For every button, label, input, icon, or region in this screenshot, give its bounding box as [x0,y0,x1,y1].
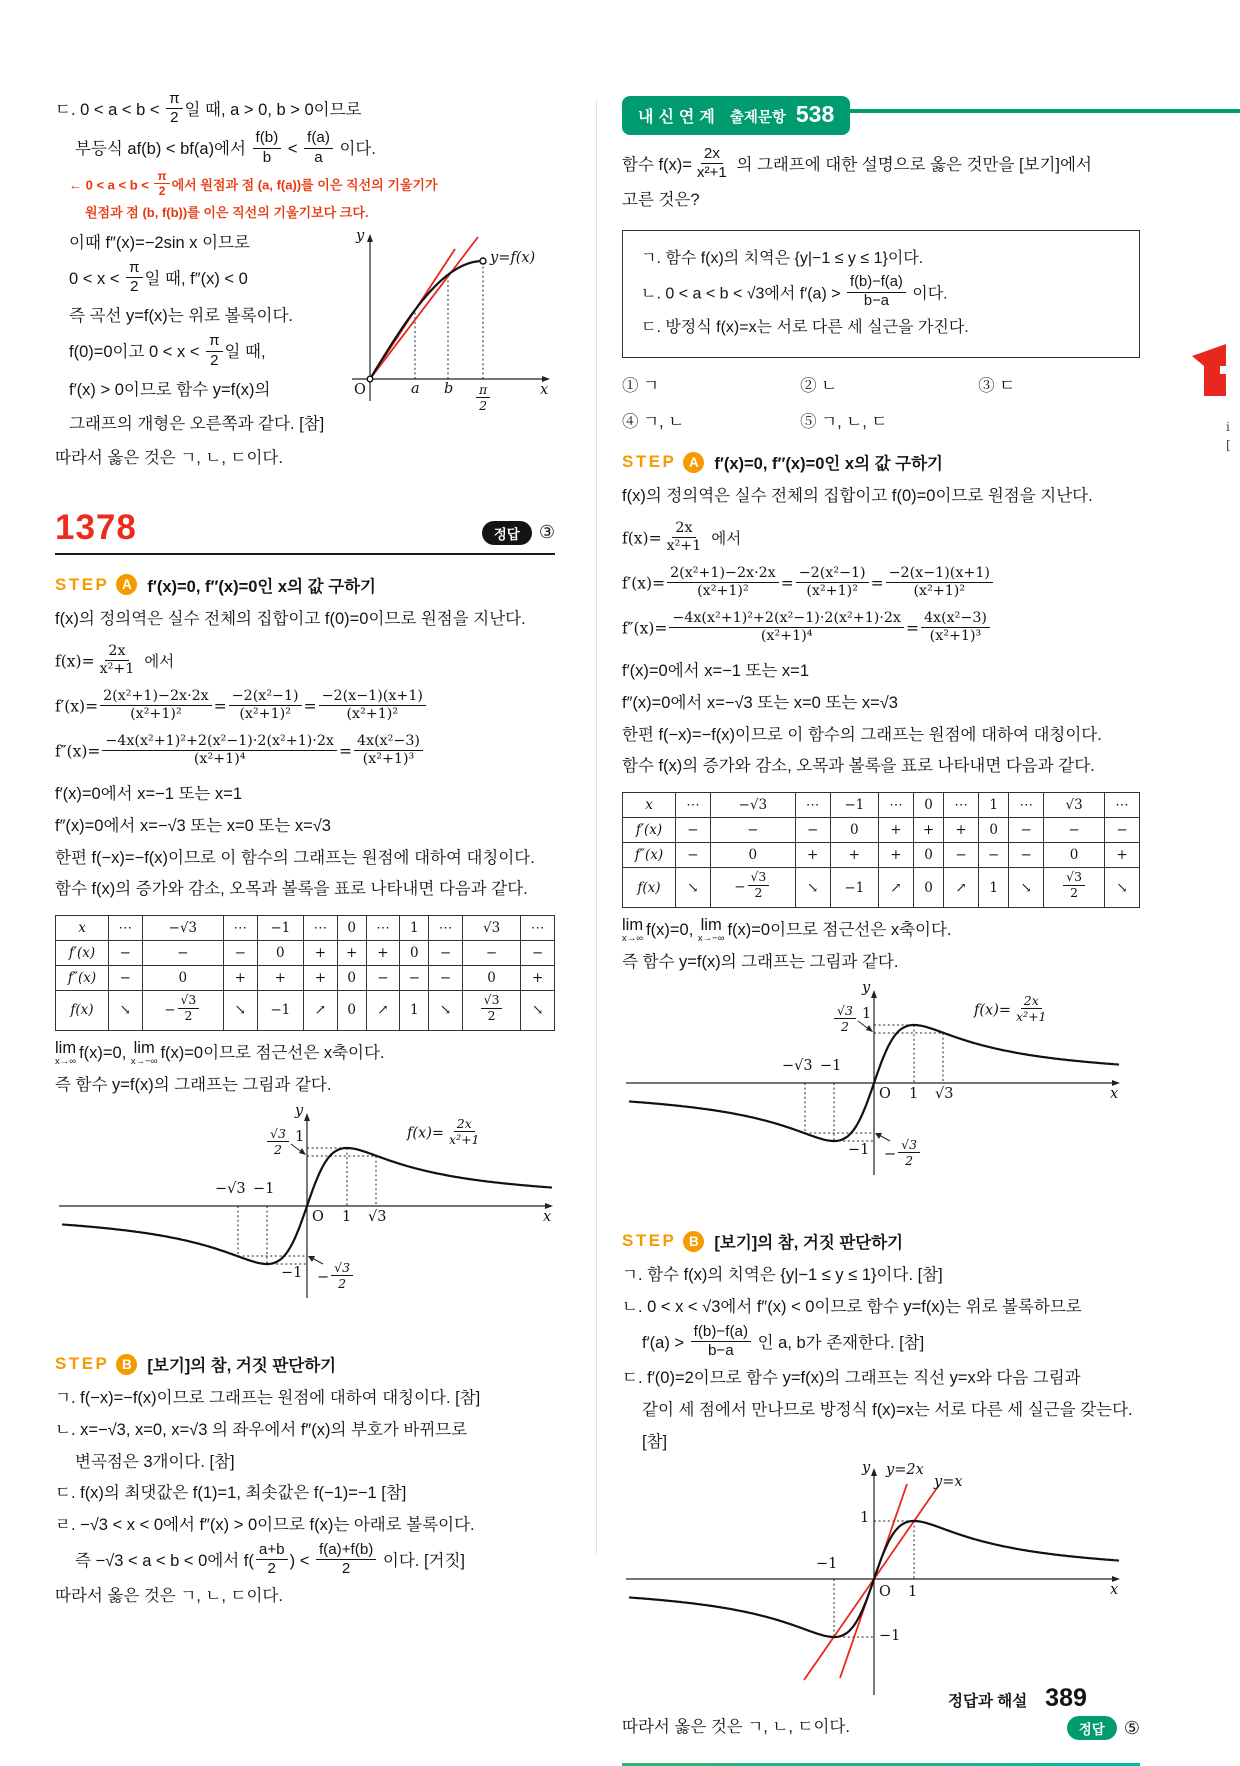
curve-label: y=f(x) [490,249,536,266]
fx-definition: f(x)= $\frac{2x}{\text{x²+1}}$ 에서 [55,642,175,677]
table-cell: ⋯ [1105,793,1140,818]
table-cell: − [521,941,555,966]
table-row [56,991,555,1031]
step-b-item-d1: ㄷ. f′(0)=2이므로 함수 y=f(x)의 그래프는 직선 y=x와 다음 그림과 [622,1369,1081,1388]
step-b-item-n2: f′(a) > $\frac{f(b)-f(a)}{b-a}$ 인 a, b가 존재한다. [참] [642,1322,925,1359]
table-row-header: x [623,793,676,818]
tick-neg-sqrt3: −√3 [782,1058,813,1075]
axis-label-y: y [356,227,365,244]
axis-label-x: x [1110,1086,1119,1103]
item-d-body4: f(0)=0이고 0 < x < $\frac{\pi}{2}$ 일 때, [69,332,266,369]
answer-badge: 정답 [1067,1716,1117,1740]
table-cell: −√3 [142,916,224,941]
table-cell: + [913,818,943,843]
choice-list [622,372,1140,432]
odd-symmetry-line: 한편 f(−x)=−f(x)이므로 이 함수의 그래프는 원점에 대하여 대칭이다. [55,848,535,867]
table-cell: ↘ [1105,868,1140,908]
odd-symmetry-line: 한편 f(−x)=−f(x)이므로 이 함수의 그래프는 원점에 대하여 대칭이다. [622,725,1102,744]
table-cell: − [1009,843,1044,868]
function-graph-left [55,1103,560,1334]
level-neg-one: −1 [281,1265,303,1282]
first-derivative: f′(x)= $\frac{\text{2(x²+1)−2x·2x}}{\text{(x²+1)²}}$ = $\frac{\text{−2(x²−1)}}{\text{(x²+1)²}}$ = $\frac{-2(x-1)(x+1)}{\text{(x²+1)²}}$ [622,567,1140,602]
answer-badge: 정답 [482,521,532,545]
item-d-line2: 부등식 af(b) < bf(a)에서 $\frac{f(b)}{b}$ < $\frac{f(a)}{a}$ 이다. [75,129,376,166]
table-cell: ↘ [795,868,830,908]
level-neg-one: −1 [848,1142,870,1159]
step-b-badge-icon: B [683,1231,704,1252]
table-cell: − [224,941,258,966]
table-row-header: f″(x) [623,843,676,868]
table-cell: − [400,966,429,991]
column-divider [596,100,597,1555]
level-label-one: 1 [295,1129,305,1146]
step-b-item-r2: 즉 −√3 < a < b < 0에서 f( $\frac{a+b}{2}$ ) < $\frac{f(a)+f(b)}{2}$ 이다. [거짓] [75,1540,466,1577]
step-b-item-g: ㄱ. f(−x)=−f(x)이므로 그래프는 원점에 대하여 대칭이다. [참] [55,1389,481,1408]
table-cell: − [429,941,463,966]
table-cell: 0 [400,941,429,966]
table-row [623,843,1140,868]
table-cell: ⋯ [366,916,400,941]
item-d-body1: 이때 f″(x)=−2sin x 이므로 [69,233,250,252]
table-cell: + [366,941,400,966]
edge-mark-1: i [1226,420,1230,434]
step-b-header-left [55,1352,555,1376]
tick-neg-one: −1 [820,1058,842,1075]
table-cell: − [944,843,979,868]
badge-number: 538 [795,101,835,127]
choice-3: ③ ㄷ [978,377,1016,396]
table-cell: − [429,966,463,991]
table-cell: − [1009,818,1044,843]
table-cell: + [879,843,914,868]
table-cell: ⋯ [521,916,555,941]
table-cell: −1 [830,868,878,908]
second-derivative: f″(x)= $\frac{\text{−4x(x²+1)²+2(x²−1)·2(x²+1)·2x}}{\text{(x²+1)⁴}}$ = $\frac{\text{4x(x²−3)}}{\text{(x²+1)³}}$ [622,612,1140,647]
table-cell: ↘ [521,991,555,1031]
table-cell: √3 [1044,793,1105,818]
tick-neg-sqrt3: −√3 [215,1181,246,1198]
axis-label-x: x [540,381,549,398]
table-cell: ↗ [944,868,979,908]
tick-neg-one: −1 [816,1556,838,1573]
table-row-header: x [56,916,109,941]
fp-roots: f′(x)=0에서 x=−1 또는 x=1 [55,785,242,804]
choice-5: ⑤ ㄱ, ㄴ, ㄷ [800,413,888,432]
table-row-header: f(x) [56,991,109,1031]
item-d-body [55,225,350,443]
table-cell: + [337,941,366,966]
level-label-sqrt3-over-2: $\frac{√3}{2}$ [832,1005,858,1036]
step-b-conclusion: 따라서 옳은 것은 ㄱ, ㄴ, ㄷ이다. [55,1587,283,1606]
step-b-item-d: ㄷ. f(x)의 최댓값은 f(1)=1, 최솟값은 f(−1)=−1 [참] [55,1484,407,1503]
left-column [55,90,555,1614]
table-cell: 1 [400,916,429,941]
item-d-note2: 원점과 점 (b, f(b))를 이은 직선의 기울기보다 크다. [85,204,369,220]
graph-intro: 즉 함수 y=f(x)의 그래프는 그림과 같다. [55,1075,332,1094]
table-row-header: f′(x) [56,941,109,966]
table-cell: √3 [462,916,521,941]
table-cell: 0 [337,966,366,991]
concave-curve-figure [350,227,555,413]
section-end-rule [622,1763,1140,1766]
first-derivative: f′(x)= $\frac{\text{2(x²+1)−2x·2x}}{\text{(x²+1)²}}$ = $\frac{\text{−2(x²−1)}}{\text{(x²+1)²}}$ = $\frac{-2(x-1)(x+1)}{\text{(x²+1)²}}$ [55,690,555,725]
fpp-roots: f″(x)=0에서 x=−√3 또는 x=0 또는 x=√3 [622,694,898,713]
step-a-title: f′(x)=0, f″(x)=0인 x의 값 구하기 [147,577,376,596]
domain-line: f(x)의 정의역은 실수 전체의 집합이고 f(0)=0이므로 원점을 지난다. [622,487,1093,506]
table-cell: + [304,941,338,966]
axis-label-x: x [543,1209,552,1226]
table-cell: −1 [830,793,878,818]
choice-2: ② ㄴ [800,377,838,396]
table-cell: 0 [1044,843,1105,868]
table-cell: 0 [462,966,521,991]
table-cell: − $\frac{√3}{2}$ [710,868,795,908]
step-a-badge-icon: A [683,452,704,473]
table-cell: ⋯ [676,793,711,818]
tick-neg-one: −1 [253,1181,275,1198]
table-intro: 함수 f(x)의 증가와 감소, 오목과 볼록을 표로 나타내면 다음과 같다. [55,880,528,899]
edge-mark-2: [ [1226,438,1231,452]
choice-4: ④ ㄱ, ㄴ [622,413,685,432]
level-neg-sqrt3-over-2: − $\frac{√3}{2}$ [884,1139,922,1170]
intersection-graph [622,1461,1127,1703]
item-d-body6: 그래프의 개형은 오른쪽과 같다. [참] [69,415,325,434]
axis-label-y: y [862,1460,871,1477]
table-cell: − [142,941,224,966]
table-row [56,916,555,941]
table-cell: 1 [400,991,429,1031]
table-cell: ↘ [676,868,711,908]
curve-equation-label: f(x)= $\frac{2x}{\text{x²+1}}$ [407,1116,480,1148]
table-cell: − [676,818,711,843]
table-cell: 0 [710,843,795,868]
answer-value: ③ [538,522,555,543]
choice-1: ① ㄱ [622,377,660,396]
step-b-conclusion: 따라서 옳은 것은 ㄱ, ㄴ, ㄷ이다. [622,1718,850,1737]
step-label: STEP [622,1231,677,1251]
step-b-header-right [622,1229,1140,1253]
tick-one: 1 [342,1209,352,1226]
level-label-sqrt3-over-2: $\frac{√3}{2}$ [265,1128,291,1159]
table-row-header: f′(x) [623,818,676,843]
tick-one: 1 [908,1584,918,1601]
limit-line: lim x→∞ f(x)=0, lim x→−∞ f(x)=0이므로 점근선은 x축이다. [622,915,952,945]
table-cell: 1 [979,793,1009,818]
table-cell: − [109,941,143,966]
step-a-badge-icon: A [116,574,137,595]
table-row-header: f″(x) [56,966,109,991]
table-cell: ↗ [304,991,338,1031]
origin-label: O [354,381,366,398]
table-cell: − [1105,818,1140,843]
table-cell: ↗ [366,991,400,1031]
table-cell: + [830,843,878,868]
table-cell: 0 [913,843,943,868]
table-row [56,966,555,991]
axis-label-y: y [862,980,871,997]
item-d-body5: f′(x) > 0이므로 함수 y=f(x)의 [69,380,271,399]
intersection-graph-svg [622,1461,1127,1703]
table-cell: + [944,818,979,843]
table-cell: − [366,966,400,991]
origin-label: O [879,1584,891,1601]
table-cell: ↗ [879,868,914,908]
table-cell: ↘ [109,991,143,1031]
table-cell: ⋯ [879,793,914,818]
step-a-header-left [55,573,555,597]
origin-label: O [312,1209,324,1226]
table-cell: 0 [913,793,943,818]
step-b-badge-icon: B [116,1354,137,1375]
answer-line [1067,1716,1140,1740]
origin-label: O [879,1086,891,1103]
graph-intro: 즉 함수 y=f(x)의 그래프는 그림과 같다. [622,952,899,971]
table-row-header: f(x) [623,868,676,908]
table-cell: ⋯ [429,916,463,941]
table-cell: 0 [337,991,366,1031]
page-footer [948,1684,1087,1713]
table-row [623,793,1140,818]
axis-label-y: y [295,1103,304,1120]
level-neg-sqrt3-over-2: − $\frac{√3}{2}$ [317,1262,355,1293]
tick-sqrt3: √3 [935,1086,954,1103]
item-d-body3: 즉 곡선 y=f(x)는 위로 볼록이다. [69,307,294,326]
table-cell: + [257,966,304,991]
table-cell: − $\frac{√3}{2}$ [142,991,224,1031]
axis-label-x: x [1110,1582,1119,1599]
footer-page-number: 389 [1045,1684,1087,1712]
level-label-one: 1 [862,1006,872,1023]
step-b-item-d2: 같이 세 점에서 만나므로 방정식 f(x)=x는 서로 다른 세 실근을 갖는다. [642,1400,1133,1419]
table-cell: 1 [979,868,1009,908]
table-cell: − [676,843,711,868]
table-cell: −1 [257,991,304,1031]
boki-box [622,230,1140,358]
table-cell: − [1044,818,1105,843]
item-d-note1: ← 0 < a < b < $\frac{\pi}{2}$ 에서 원점과 점 (a, f(a))를 이은 직선의 기울기가 [69,168,438,199]
function-graph-right [622,980,1127,1211]
table-cell: 0 [979,818,1009,843]
fx-definition: f(x)= $\frac{2x}{\text{x²+1}}$ 에서 [622,519,742,554]
right-conclusion-row [622,1711,1140,1745]
sign-table-left [55,915,555,1031]
table-cell: 0 [337,916,366,941]
footer-label: 정답과 해설 [948,1693,1028,1710]
table-cell: ⋯ [304,916,338,941]
table-cell: ⋯ [1009,793,1044,818]
problem-1378-header [55,507,555,555]
table-row [56,941,555,966]
tick-sqrt3: √3 [368,1209,387,1226]
table-cell: + [304,966,338,991]
level-neg-one: −1 [879,1628,901,1645]
table-cell: − [462,941,521,966]
step-label: STEP [55,574,110,594]
limit-line: lim x→∞ f(x)=0, lim x→−∞ f(x)=0이므로 점근선은 x축이다. [55,1038,385,1068]
page-edge-ribbon [1192,344,1232,405]
sign-table-right [622,792,1140,908]
problem-statement-1: 함수 f(x)= $\frac{2x}{\text{x²+1}}$ 의 그래프에 대한 설명으로 옳은 것만을 [보기]에서 [622,145,1092,182]
fpp-roots: f″(x)=0에서 x=−√3 또는 x=0 또는 x=√3 [55,816,331,835]
fp-roots: f′(x)=0에서 x=−1 또는 x=1 [622,662,809,681]
step-a-header-right [622,450,1140,474]
table-cell: −1 [257,916,304,941]
item-d-line1: ㄷ. 0 < a < b < $\frac{\pi}{2}$ 일 때, a > 0, b > 0이므로 [55,90,362,127]
table-cell: ⋯ [795,793,830,818]
answer-line [482,521,555,545]
tick-label-a: a [411,380,420,397]
table-cell: − [795,818,830,843]
step-b-item-n2: 변곡점은 3개이다. [참] [75,1452,235,1471]
boki-item-g: ㄱ. 함수 f(x)의 치역은 {y|−1 ≤ y ≤ 1}이다. [641,250,924,268]
table-cell: $\frac{√3}{2}$ [462,991,521,1031]
second-derivative: f″(x)= $\frac{\text{−4x(x²+1)²+2(x²−1)·2(x²+1)·2x}}{\text{(x²+1)⁴}}$ = $\frac{\text{4x(x²−3)}}{\text{(x²+1)³}}$ [55,735,555,770]
boki-item-d: ㄷ. 방정식 f(x)=x는 서로 다른 세 실근을 가진다. [641,319,969,337]
badge-category: 내신연계 [638,109,720,126]
ribbon-icon [1192,344,1232,400]
answer-value: ⑤ [1123,1717,1140,1738]
step-b-item-d3: [참] [642,1432,668,1451]
step-a-title: f′(x)=0, f″(x)=0인 x의 값 구하기 [714,455,943,474]
table-cell: ⋯ [944,793,979,818]
line-label-y-equals-2x: y=2x [886,1462,924,1479]
table-cell: ⋯ [109,916,143,941]
table-cell: ⋯ [224,916,258,941]
table-cell: 0 [257,941,304,966]
table-cell: + [521,966,555,991]
problem-statement-2: 고른 것은? [622,191,700,210]
tick-label-pi-over-2: $\frac{\pi}{2}$ [474,384,492,415]
table-intro: 함수 f(x)의 증가와 감소, 오목과 볼록을 표로 나타내면 다음과 같다. [622,757,1095,776]
table-cell: −√3 [710,793,795,818]
boki-item-n: ㄴ. 0 < a < b < √3에서 f′(a) > $\frac{f(b)-f(a)}{b-a}$ 이다. [641,273,948,309]
table-cell: − [710,818,795,843]
table-cell: 0 [142,966,224,991]
table-cell: $\frac{√3}{2}$ [1044,868,1105,908]
step-b-item-n1: ㄴ. 0 < x < √3에서 f″(x) < 0이므로 함수 y=f(x)는 위로 볼록하므로 [622,1298,1082,1316]
item-d-body-row [55,225,555,443]
page-edge-marks [1226,418,1231,454]
table-cell: ↘ [1009,868,1044,908]
step-label: STEP [55,1354,110,1374]
problem-number: 1378 [55,507,137,547]
step-b-item-g: ㄱ. 함수 f(x)의 치역은 {y|−1 ≤ y ≤ 1}이다. [참] [622,1266,943,1285]
table-cell: 0 [830,818,878,843]
table-row [623,868,1140,908]
table-cell: 0 [913,868,943,908]
table-cell: + [795,843,830,868]
table-cell: − [109,966,143,991]
step-b-title: [보기]의 참, 거짓 판단하기 [714,1234,904,1253]
table-cell: − [979,843,1009,868]
step-label: STEP [622,452,677,472]
step-b-item-r1: ㄹ. −√3 < x < 0에서 f″(x) > 0이므로 f(x)는 아래로 볼록이다. [55,1515,475,1534]
item-d-body2: 0 < x < $\frac{\pi}{2}$ 일 때, f″(x) < 0 [69,258,248,296]
step-b-title: [보기]의 참, 거짓 판단하기 [147,1357,337,1376]
table-cell: + [1105,843,1140,868]
table-row [623,818,1140,843]
table-cell: ↘ [429,991,463,1031]
tick-one: 1 [909,1086,919,1103]
line-label-y-equals-x: y=x [934,1474,963,1491]
right-column [622,96,1140,1766]
table-cell: + [224,966,258,991]
domain-line: f(x)의 정의역은 실수 전체의 집합이고 f(0)=0이므로 원점을 지난다. [55,609,526,628]
table-cell: + [879,818,914,843]
curve-equation-label: f(x)= $\frac{2x}{\text{x²+1}}$ [974,993,1047,1025]
linked-problem-badge [622,96,850,135]
level-label-one: 1 [860,1510,870,1527]
badge-label: 출제문항 [729,110,786,126]
step-b-item-n1: ㄴ. x=−√3, x=0, x=√3 의 좌우에서 f″(x)의 부호가 바뀌므로 [55,1420,468,1439]
tick-label-b: b [444,380,454,397]
table-cell: ↘ [224,991,258,1031]
item-d-conclusion: 따라서 옳은 것은 ㄱ, ㄴ, ㄷ이다. [55,449,283,468]
